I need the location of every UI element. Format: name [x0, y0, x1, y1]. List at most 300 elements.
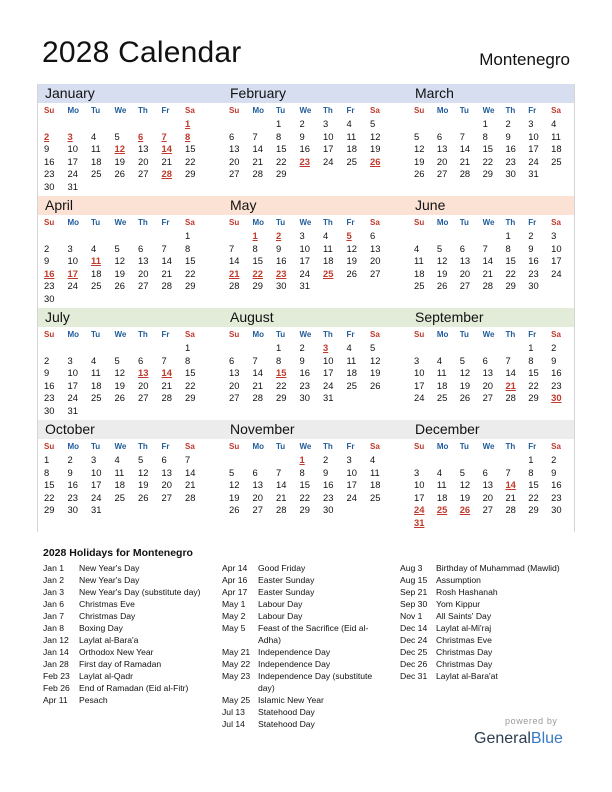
- day-cell: [115, 342, 139, 355]
- month-march: [408, 84, 574, 196]
- day-cell: 11: [370, 466, 380, 478]
- weekday-label: Tu: [91, 330, 101, 339]
- day-cell: [460, 230, 483, 243]
- day-cell: 3: [323, 342, 329, 353]
- weekday-label: We: [482, 106, 495, 115]
- weekday-header: [44, 439, 223, 454]
- month-october: [38, 420, 223, 532]
- day-cell: 12: [114, 143, 125, 155]
- weekday-label: We: [114, 218, 127, 227]
- holiday-date: May 25: [222, 695, 251, 705]
- day-cell: 24: [91, 491, 102, 503]
- day-cell: 5: [114, 354, 120, 366]
- month-name: April: [38, 196, 223, 215]
- day-cell: 25: [91, 392, 102, 404]
- day-cell: 2: [299, 342, 305, 353]
- day-cell: 26: [370, 155, 381, 167]
- day-cell: 22: [505, 267, 516, 279]
- day-cell: 29: [185, 168, 196, 180]
- day-cell: 5: [370, 118, 376, 129]
- day-cell: 28: [505, 392, 516, 404]
- weekday-label: We: [114, 330, 127, 339]
- weekday-label: Su: [414, 330, 425, 339]
- weekday-label: Fr: [528, 218, 537, 227]
- quarter-row: [38, 308, 574, 420]
- day-cell: 31: [299, 280, 310, 292]
- day-cell: 6: [229, 130, 235, 142]
- day-cell: 13: [436, 143, 448, 155]
- day-cell: 13: [138, 143, 149, 155]
- holiday-item: [400, 634, 580, 646]
- day-cell: 19: [114, 267, 125, 279]
- day-cell: 11: [551, 130, 561, 142]
- weekday-label: Sa: [551, 218, 561, 227]
- day-cell: [162, 118, 186, 131]
- weekday-label: Fr: [346, 218, 355, 227]
- day-cell: 1: [505, 230, 511, 241]
- weekday-label: Th: [323, 330, 333, 339]
- month-july: [38, 308, 223, 420]
- day-cell: 16: [551, 367, 562, 379]
- day-cell: 28: [252, 168, 263, 180]
- day-cell: 6: [161, 454, 167, 465]
- weekday-label: We: [482, 218, 495, 227]
- week-row: [229, 118, 408, 131]
- day-cell: 14: [161, 143, 172, 155]
- day-cell: 7: [252, 130, 258, 142]
- weekday-label: Sa: [370, 106, 380, 115]
- day-cell: 26: [114, 280, 125, 292]
- day-cell: 11: [414, 255, 424, 267]
- day-cell: [437, 230, 460, 243]
- week-row: [229, 367, 408, 380]
- day-cell: 22: [528, 379, 539, 391]
- weekday-label: Th: [138, 218, 148, 227]
- weekday-label: Th: [138, 442, 148, 451]
- day-cell: 18: [551, 143, 562, 155]
- day-cell: 7: [459, 130, 465, 142]
- day-cell: [253, 118, 277, 131]
- day-cell: 28: [276, 504, 287, 516]
- day-cell: 3: [91, 454, 97, 465]
- day-cell: 4: [91, 354, 97, 366]
- day-cell: 29: [185, 392, 196, 404]
- day-cell: 5: [436, 242, 443, 254]
- holiday-date: Aug 3: [400, 563, 423, 573]
- day-cell: [185, 405, 209, 418]
- day-cell: [460, 517, 483, 530]
- week-row: [44, 355, 223, 368]
- holiday-date: Apr 17: [222, 587, 248, 597]
- day-cell: 18: [436, 379, 448, 391]
- day-cell: 28: [161, 280, 172, 292]
- day-cell: 27: [482, 504, 494, 516]
- day-cell: 14: [505, 479, 516, 491]
- holiday-date: Apr 11: [43, 695, 68, 705]
- day-cell: 14: [482, 255, 494, 267]
- day-cell: 24: [323, 155, 334, 167]
- day-cell: [483, 454, 506, 467]
- day-cell: 21: [252, 155, 263, 167]
- weekday-header: [44, 103, 223, 118]
- day-cell: 6: [138, 354, 144, 366]
- day-cell: 26: [114, 168, 125, 180]
- brand-logo[interactable]: [474, 730, 563, 748]
- holiday-date: Jul 13: [222, 707, 245, 717]
- day-cell: 2: [528, 230, 534, 241]
- day-cell: 15: [44, 479, 55, 491]
- day-cell: 5: [459, 466, 465, 478]
- day-cell: 1: [185, 230, 191, 241]
- week-row: [44, 479, 223, 492]
- day-cell: 17: [414, 379, 425, 391]
- day-cell: 5: [138, 454, 144, 465]
- weekday-label: Tu: [276, 106, 286, 115]
- day-cell: 6: [459, 242, 465, 254]
- week-row: [414, 479, 574, 492]
- holiday-date: May 1: [222, 599, 246, 609]
- day-cell: 6: [252, 466, 258, 478]
- day-cell: [162, 230, 186, 243]
- weekday-label: Sa: [185, 218, 195, 227]
- month-name: February: [223, 84, 408, 103]
- holiday-name: Christmas Day: [436, 647, 493, 657]
- day-cell: [370, 504, 394, 517]
- holiday-item: [400, 670, 580, 682]
- day-cell: 27: [229, 168, 240, 180]
- day-cell: 3: [67, 130, 73, 142]
- day-cell: 12: [346, 242, 357, 254]
- day-cell: 18: [436, 491, 448, 503]
- day-cell: 13: [138, 367, 149, 379]
- quarter-row: [38, 196, 574, 308]
- day-cell: 23: [323, 491, 334, 503]
- day-cell: 20: [138, 267, 149, 279]
- day-cell: 14: [459, 143, 471, 155]
- day-cell: 19: [138, 479, 149, 491]
- holiday-item: [400, 586, 580, 598]
- day-cell: 19: [459, 379, 471, 391]
- day-cell: [91, 118, 115, 131]
- holiday-name: Easter Sunday: [258, 587, 315, 597]
- holiday-item: [222, 706, 382, 718]
- weekday-label: Mo: [252, 106, 265, 115]
- holiday-date: Jan 14: [43, 647, 69, 657]
- day-cell: 10: [346, 466, 357, 478]
- day-cell: [115, 118, 139, 131]
- day-cell: 23: [276, 267, 287, 279]
- day-cell: 3: [67, 242, 73, 254]
- day-cell: 1: [299, 454, 305, 465]
- day-cell: 27: [370, 267, 381, 279]
- day-cell: 14: [252, 367, 263, 379]
- weekday-label: Mo: [436, 106, 449, 115]
- weekday-label: Su: [229, 218, 240, 227]
- day-cell: [162, 405, 186, 418]
- day-cell: [253, 342, 277, 355]
- day-cell: 17: [67, 155, 78, 167]
- weekday-label: Th: [505, 330, 516, 339]
- day-cell: 22: [185, 379, 196, 391]
- week-row: [229, 131, 408, 144]
- week-row: [44, 255, 223, 268]
- week-row: [229, 255, 408, 268]
- day-cell: [162, 181, 186, 194]
- day-cell: 21: [459, 155, 471, 167]
- day-cell: [115, 181, 139, 194]
- day-cell: [162, 504, 186, 517]
- day-cell: 20: [138, 155, 149, 167]
- day-cell: 24: [414, 392, 425, 404]
- quarter-row: [38, 84, 574, 196]
- day-cell: 25: [414, 280, 425, 292]
- holiday-item: [43, 622, 218, 634]
- day-cell: 22: [528, 491, 539, 503]
- holiday-name: Assumption: [436, 575, 481, 585]
- day-cell: 4: [91, 242, 97, 254]
- weekday-label: Tu: [91, 106, 101, 115]
- weekday-label: Su: [414, 218, 425, 227]
- day-cell: 9: [44, 143, 50, 155]
- day-cell: 13: [138, 255, 149, 267]
- weekday-label: We: [114, 442, 127, 451]
- week-row: [414, 517, 574, 530]
- week-row: [229, 230, 408, 243]
- day-cell: 3: [67, 354, 73, 366]
- day-cell: 27: [138, 168, 149, 180]
- day-cell: 23: [299, 379, 310, 391]
- day-cell: 12: [114, 255, 125, 267]
- day-cell: 9: [44, 255, 50, 267]
- day-cell: 4: [436, 354, 443, 366]
- day-cell: 15: [505, 255, 516, 267]
- day-cell: 2: [44, 242, 50, 254]
- day-cell: 15: [185, 143, 196, 155]
- day-cell: 15: [252, 255, 263, 267]
- day-cell: 8: [185, 242, 191, 254]
- week-row: [44, 143, 223, 156]
- weekday-label: Su: [229, 330, 240, 339]
- month-name: December: [408, 420, 574, 439]
- holiday-item: [222, 658, 382, 670]
- holiday-item: [43, 634, 218, 646]
- day-cell: [162, 293, 186, 306]
- day-cell: 24: [299, 267, 310, 279]
- day-cell: 2: [44, 130, 50, 142]
- day-cell: [414, 230, 437, 243]
- day-cell: 28: [161, 168, 172, 180]
- weekday-header: [229, 103, 408, 118]
- weekday-label: Fr: [528, 330, 537, 339]
- day-cell: 15: [276, 143, 287, 155]
- day-cell: 9: [323, 466, 329, 478]
- day-cell: [437, 342, 460, 355]
- day-cell: 27: [138, 392, 149, 404]
- day-cell: 19: [114, 155, 125, 167]
- weekday-label: Fr: [161, 106, 170, 115]
- week-row: [414, 367, 574, 380]
- day-cell: 6: [229, 354, 235, 366]
- day-cell: 29: [528, 504, 539, 516]
- day-cell: 18: [91, 379, 102, 391]
- day-cell: [185, 181, 209, 194]
- holiday-item: [222, 598, 382, 610]
- weekday-header: [44, 327, 223, 342]
- holiday-date: Feb 26: [43, 683, 70, 693]
- weekday-header: [414, 103, 574, 118]
- day-cell: 21: [505, 379, 516, 391]
- country-name: Montenegro: [479, 50, 570, 69]
- week-row: [44, 454, 223, 467]
- week-row: [414, 168, 574, 181]
- day-cell: 3: [528, 118, 534, 129]
- day-cell: 29: [44, 504, 55, 516]
- weekday-label: We: [299, 330, 312, 339]
- holiday-name: Feast of the Sacrifice (Eid al-Adha): [258, 623, 369, 645]
- week-row: [44, 280, 223, 293]
- day-cell: 10: [551, 242, 562, 254]
- day-cell: 29: [505, 280, 516, 292]
- week-row: [229, 156, 408, 169]
- holiday-date: Jul 14: [222, 719, 245, 729]
- quarter-row: [38, 420, 574, 532]
- day-cell: 14: [229, 255, 240, 267]
- holiday-item: [43, 694, 218, 706]
- holiday-item: [400, 610, 580, 622]
- day-cell: [115, 293, 139, 306]
- day-cell: [414, 118, 437, 131]
- day-cell: 22: [276, 155, 287, 167]
- day-cell: 17: [414, 491, 425, 503]
- day-cell: 15: [185, 367, 196, 379]
- day-cell: 4: [91, 130, 97, 142]
- holiday-name: Statehood Day: [258, 707, 315, 717]
- day-cell: 8: [276, 130, 282, 142]
- day-cell: 23: [551, 491, 562, 503]
- week-row: [229, 168, 408, 181]
- day-cell: [68, 118, 92, 131]
- week-row: [44, 392, 223, 405]
- day-cell: 1: [276, 342, 282, 353]
- day-cell: 7: [161, 242, 167, 254]
- day-cell: 21: [276, 491, 287, 503]
- day-cell: 25: [551, 155, 562, 167]
- day-cell: 10: [528, 130, 539, 142]
- holiday-date: Jan 2: [43, 575, 65, 585]
- day-cell: 11: [436, 479, 447, 491]
- day-cell: 13: [229, 367, 240, 379]
- weekday-label: Su: [414, 442, 425, 451]
- weekday-label: Sa: [551, 330, 561, 339]
- holiday-date: Sep 30: [400, 599, 428, 609]
- day-cell: 15: [482, 143, 494, 155]
- day-cell: 22: [299, 491, 310, 503]
- day-cell: 1: [252, 230, 258, 241]
- weekday-label: Fr: [161, 218, 170, 227]
- day-cell: 20: [252, 491, 263, 503]
- day-cell: 22: [185, 155, 196, 167]
- day-cell: 13: [229, 143, 240, 155]
- day-cell: [460, 454, 483, 467]
- day-cell: 21: [229, 267, 240, 279]
- day-cell: [229, 230, 253, 243]
- day-cell: [68, 342, 92, 355]
- week-row: [229, 454, 408, 467]
- weekday-label: Th: [505, 442, 516, 451]
- weekday-label: Tu: [91, 218, 101, 227]
- day-cell: 25: [323, 267, 334, 279]
- weekday-label: Mo: [436, 330, 449, 339]
- day-cell: 14: [252, 143, 263, 155]
- holiday-item: [400, 646, 580, 658]
- weekday-label: Su: [44, 330, 55, 339]
- holiday-item: [43, 610, 218, 622]
- holiday-name: Independence Day: [258, 659, 331, 669]
- day-cell: 31: [67, 180, 78, 192]
- month-name: June: [408, 196, 574, 215]
- weekday-header: [229, 327, 408, 342]
- day-cell: [505, 454, 528, 467]
- holiday-item: [222, 574, 382, 586]
- day-cell: 17: [67, 379, 78, 391]
- day-cell: 13: [482, 479, 494, 491]
- day-cell: 5: [229, 466, 235, 478]
- week-row: [44, 243, 223, 256]
- holiday-item: [222, 646, 382, 658]
- holiday-item: [43, 670, 218, 682]
- month-november: [223, 420, 408, 532]
- day-cell: 12: [459, 367, 471, 379]
- day-cell: 28: [459, 168, 471, 180]
- day-cell: [323, 280, 347, 293]
- day-cell: 5: [370, 342, 376, 353]
- day-cell: [347, 392, 371, 405]
- day-cell: 24: [346, 491, 357, 503]
- day-cell: 23: [551, 379, 562, 391]
- week-row: [414, 380, 574, 393]
- day-cell: [138, 230, 162, 243]
- weekday-label: Tu: [276, 442, 286, 451]
- day-cell: 5: [459, 354, 465, 366]
- holiday-name: Pesach: [79, 695, 108, 705]
- weekday-label: Sa: [370, 330, 380, 339]
- day-cell: 12: [138, 466, 149, 478]
- day-cell: [300, 168, 324, 181]
- holiday-item: [400, 562, 580, 574]
- week-row: [414, 268, 574, 281]
- day-cell: [185, 504, 209, 517]
- page-title: 2028 Calendar: [42, 36, 242, 69]
- weekday-label: Mo: [436, 218, 449, 227]
- day-cell: 21: [505, 491, 516, 503]
- day-cell: 19: [346, 255, 357, 267]
- day-cell: 4: [436, 466, 443, 478]
- day-cell: 24: [67, 280, 78, 292]
- day-cell: 30: [44, 404, 55, 416]
- day-cell: 29: [528, 392, 539, 404]
- day-cell: 8: [528, 354, 534, 366]
- day-cell: 22: [482, 155, 494, 167]
- day-cell: [528, 517, 551, 530]
- day-cell: 2: [551, 454, 557, 465]
- weekday-label: Su: [229, 106, 240, 115]
- day-cell: 24: [551, 267, 562, 279]
- week-row: [229, 143, 408, 156]
- weekday-label: Mo: [252, 442, 265, 451]
- week-row: [44, 181, 223, 194]
- day-cell: 12: [370, 354, 381, 366]
- month-april: [38, 196, 223, 308]
